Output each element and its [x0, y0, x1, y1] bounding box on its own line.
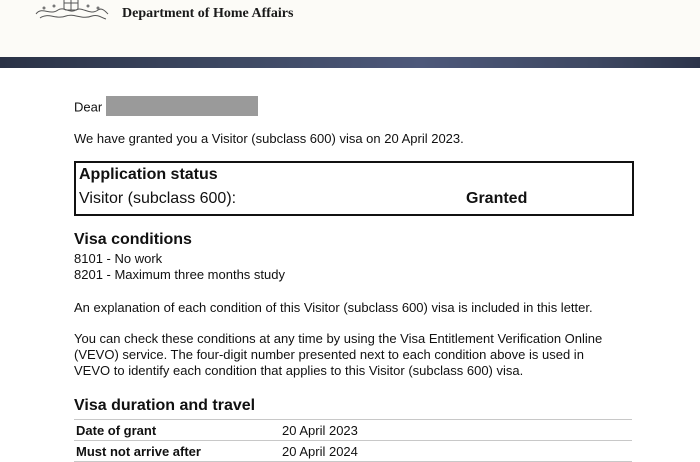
duration-heading: Visa duration and travel	[74, 397, 256, 414]
salutation-line	[74, 98, 258, 118]
table-row	[74, 441, 632, 462]
header-band	[0, 57, 700, 68]
status-title: Application status	[79, 166, 218, 183]
row-value: 20 April 2023	[282, 423, 358, 438]
condition-item: 8101 - No work	[74, 251, 163, 266]
row-value: 20 April 2024	[282, 444, 358, 459]
salutation: Dear	[74, 99, 103, 115]
status-label: Visitor (subclass 600):	[79, 190, 237, 207]
vevo-line: (VEVO) service. The four-digit number presented next to each condition above is used in	[74, 347, 584, 362]
grant-intro: We have granted you a Visitor (subclass 600) visa on 20 April 2023.	[74, 131, 464, 146]
redacted-name	[106, 96, 258, 116]
application-status-box	[74, 161, 634, 216]
table-row	[74, 420, 632, 441]
vevo-line: VEVO to identify each condition that applies to this Visitor (subclass 600) visa.	[74, 363, 524, 378]
conditions-heading: Visa conditions	[74, 231, 192, 248]
row-label: Date of grant	[76, 423, 157, 438]
letterhead	[0, 0, 700, 57]
conditions-explanation: An explanation of each condition of this Visitor (subclass 600) visa is included in this letter.	[74, 300, 593, 315]
duration-table	[74, 419, 632, 462]
row-label: Must not arrive after	[76, 444, 201, 459]
status-value: Granted	[466, 190, 528, 207]
vevo-line: You can check these conditions at any time by using the Visa Entitlement Verification Online	[74, 331, 603, 346]
department-name: Department of Home Affairs	[122, 6, 294, 21]
condition-item: 8201 - Maximum three months study	[74, 267, 285, 282]
coat-of-arms-icon	[30, 0, 112, 22]
